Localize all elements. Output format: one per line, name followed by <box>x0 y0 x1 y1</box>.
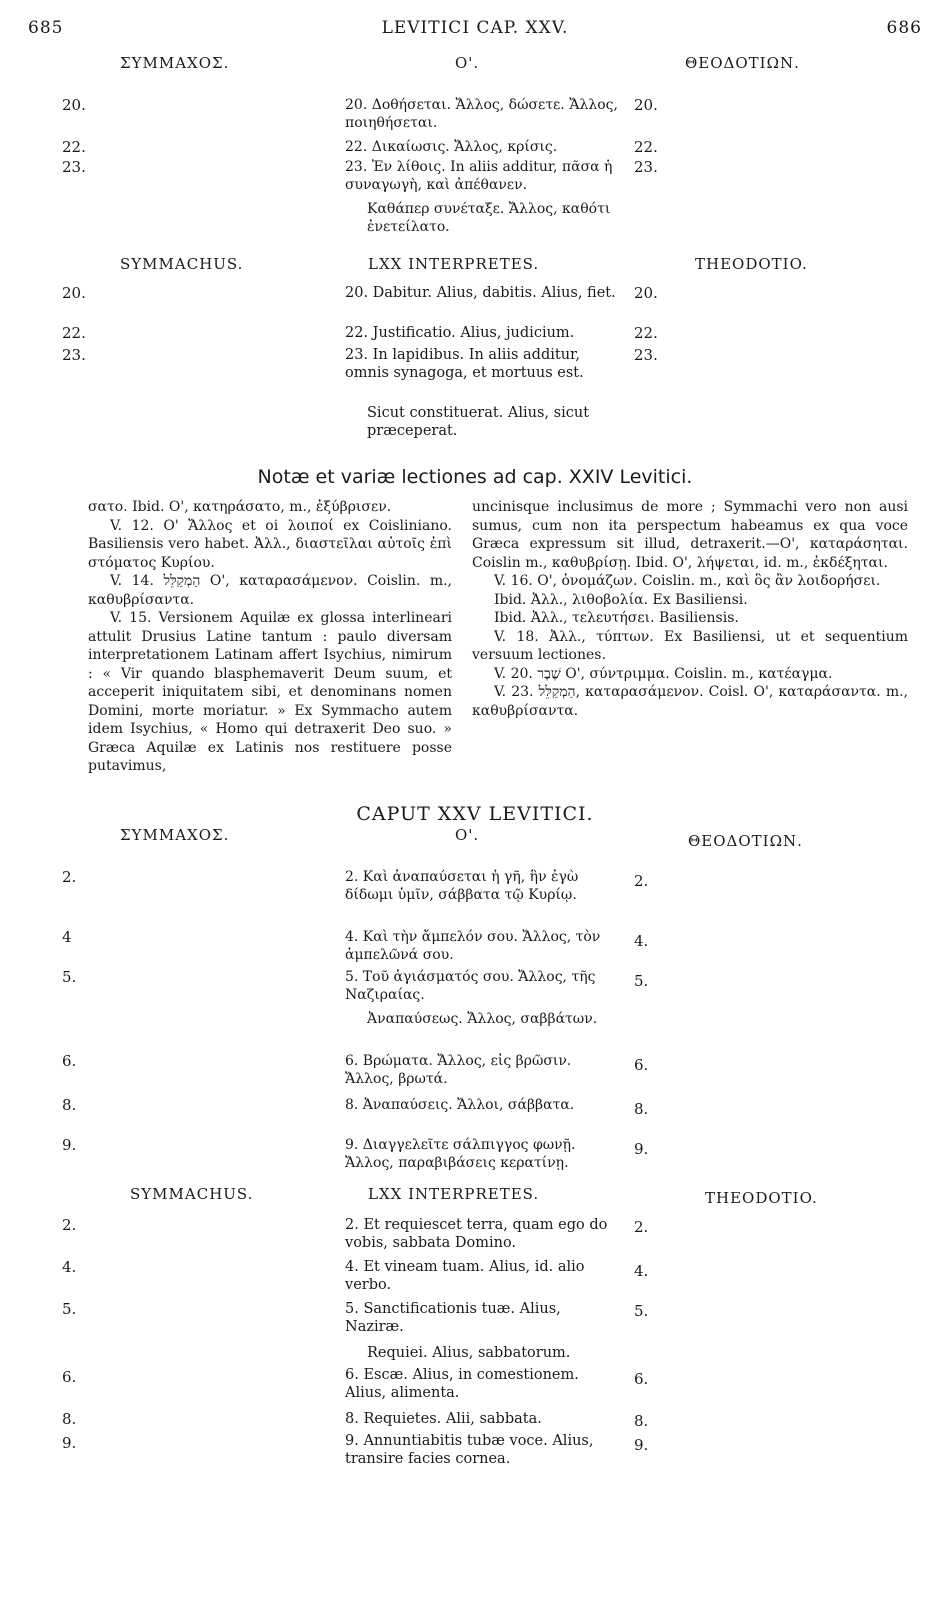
note-paragraph: Ibid. Ἀλλ., λιθοβολία. Ex Basiliensi. <box>494 591 748 608</box>
verse-number: 4 <box>62 928 72 946</box>
verse-number: 4. <box>634 1262 649 1280</box>
note-paragraph: V. 23. הַמְקַלֵּל, καταρασάμενον. Coisl. Ο', καταράσαντα. m., καθυβρίσαντα. <box>472 684 908 719</box>
verse-number: 5. <box>634 972 649 990</box>
verse-number: 8. <box>62 1096 77 1114</box>
lxx-entry: 9. Διαγγελεῖτε σάλπιγγος φωνῇ. Ἄλλος, παραβιβάσεις κερατίνῃ. <box>345 1137 576 1171</box>
col-head-lxx-greek: Ο'. <box>455 54 480 72</box>
lxx-entry: 22. Δικαίωσις. Ἄλλος, κρίσις. <box>345 139 558 155</box>
lxx-entry: 4. Καὶ τὴν ἄμπελόν σου. Ἄλλος, τὸν ἀμπελῶνά σου. <box>345 929 601 963</box>
lxx-entry: 5. Sanctificationis tuæ. Alius, Naziræ. <box>345 1301 561 1335</box>
verse-number: 8. <box>634 1100 649 1118</box>
note-paragraph: uncinisque inclusimus de more ; Symmachi vero non ausi sumus, cum non ita perspectum habeamus ex qua voce Græca expressum sit illud, detraxerit.—Ο', καταράσηται. Coislin m., καθυβρίσῃ. Ibid. Ο', λήψεται, id. m., ἐκδέξηται. <box>472 499 908 571</box>
verse-number: 6. <box>634 1056 649 1074</box>
note-paragraph: σατο. Ibid. Ο', κατηράσατο, m., ἐξύβρισεν. <box>88 499 392 515</box>
verse-number: 8. <box>62 1410 77 1428</box>
col-head-theodotion-greek: ΘΕΟΔΟΤΙΩΝ. <box>685 54 800 72</box>
verse-number: 5. <box>634 1302 649 1320</box>
note-paragraph: V. 14. הַמְקַלֵּל Ο', καταρασάμενον. Coislin. m., καθυβρίσαντα. <box>88 573 453 608</box>
verse-number: 20. <box>634 96 658 114</box>
verse-number: 20. <box>62 284 86 302</box>
verse-number: 9. <box>62 1136 77 1154</box>
lxx-entry: Καθάπερ συνέταξε. Ἄλλος, καθότι ἐνετείλατο. <box>367 201 611 235</box>
verse-number: 4. <box>634 932 649 950</box>
notes-right-column <box>472 498 908 720</box>
lxx-entry: 5. Τοῦ ἁγιάσματός σου. Ἄλλος, τῆς Ναζιραίας. <box>345 969 596 1003</box>
verse-number: 9. <box>62 1434 77 1452</box>
lxx-entry: 8. Requietes. Alii, sabbata. <box>345 1411 542 1427</box>
note-paragraph: Ibid. Ἀλλ., τελευτήσει. Basiliensis. <box>494 610 739 626</box>
verse-number: 9. <box>634 1140 649 1158</box>
col-head-lxx-greek: Ο'. <box>455 826 480 844</box>
lxx-entry: 2. Et requiescet terra, quam ego do vobis, sabbata Domino. <box>345 1217 608 1251</box>
col-head-theodotion-latin: THEODOTIO. <box>695 255 808 273</box>
verse-number: 2. <box>62 868 77 886</box>
page-number-left: 685 <box>28 18 64 38</box>
lxx-entry: 4. Et vineam tuam. Alius, id. alio verbo. <box>345 1259 585 1293</box>
col-head-symmachus-latin: SYMMACHUS. <box>130 1185 254 1203</box>
lxx-entry: 23. Ἐν λίθοις. In aliis additur, πᾶσα ἡ συναγωγὴ, καὶ ἀπέθανεν. <box>345 159 613 193</box>
lxx-entry: 20. Dabitur. Alius, dabitis. Alius, fiet. <box>345 285 616 301</box>
verse-number: 23. <box>62 346 86 364</box>
running-head <box>28 18 922 44</box>
caput-title: CAPUT XXV LEVITICI. <box>356 803 594 825</box>
verse-number: 22. <box>634 138 658 156</box>
note-paragraph: V. 16. Ο', ὀνομάζων. Coislin. m., καὶ ὃς ἂν λοιδορήσει. <box>494 573 881 589</box>
col-head-symmachus-greek: ΣΥΜΜΑΧΟΣ. <box>120 826 230 844</box>
running-title: LEVITICI CAP. XXV. <box>381 18 569 38</box>
verse-number: 22. <box>634 324 658 342</box>
verse-number: 9. <box>634 1436 649 1454</box>
lxx-entry: 20. Δοθήσεται. Ἄλλος, δώσετε. Ἄλλος, ποιηθήσεται. <box>345 97 618 131</box>
verse-number: 6. <box>634 1370 649 1388</box>
notes-title: Notæ et variæ lectiones ad cap. XXIV Levitici. <box>257 466 693 488</box>
col-head-lxx-latin: LXX INTERPRETES. <box>368 255 540 273</box>
col-head-theodotion-greek: ΘΕΟΔΟΤΙΩΝ. <box>688 832 803 850</box>
note-paragraph: V. 12. Ο' Ἄλλος et oi λοιποί ex Coisliniano. Basiliensis vero habet. Ἀλλ., διαστεῖλαι αὐτοῖς ἐπὶ στόματος Κυρίου. <box>88 517 452 571</box>
lxx-entry: 22. Justificatio. Alius, judicium. <box>345 325 575 341</box>
verse-number: 6. <box>62 1368 77 1386</box>
notes-left-column <box>88 498 452 776</box>
col-head-symmachus-greek: ΣΥΜΜΑΧΟΣ. <box>120 54 230 72</box>
verse-number: 2. <box>62 1216 77 1234</box>
verse-number: 8. <box>634 1412 649 1430</box>
verse-number: 23. <box>62 158 86 176</box>
lxx-entry: 23. In lapidibus. In aliis additur, omnis synagoga, et mortuus est. <box>345 347 584 381</box>
verse-number: 23. <box>634 158 658 176</box>
lxx-entry: 9. Annuntiabitis tubæ voce. Alius, transire facies cornea. <box>345 1433 594 1467</box>
verse-number: 22. <box>62 138 86 156</box>
col-head-theodotion-latin: THEODOTIO. <box>705 1189 818 1207</box>
note-paragraph: V. 18. Ἀλλ., τύπτων. Ex Basiliensi, ut et sequentium versuum lectiones. <box>472 628 908 663</box>
verse-number: 5. <box>62 968 77 986</box>
note-paragraph: V. 15. Versionem Aquilæ ex glossa interlineari attulit Drusius Latine tantum : paulo diversam interpretationem Latinam affert Isychius, nimirum : « Vir quando blasphemaverit Deum suum, et acceperit iniquitatem sibi, et denominans nomen Domini, morte moriatur. » Ex Symmacho autem idem Isychius, « Homo qui detraxerit Deo suo. » Græca Aquilæ ex Latinis nos restituere posse putavimus, <box>88 610 452 774</box>
verse-number: 23. <box>634 346 658 364</box>
lxx-entry: 2. Καὶ ἀναπαύσεται ἡ γῆ, ἣν ἐγὼ δίδωμι ὑμῖν, σάββατα τῷ Κυρίῳ. <box>345 869 579 903</box>
verse-number: 2. <box>634 872 649 890</box>
col-head-symmachus-latin: SYMMACHUS. <box>120 255 244 273</box>
lxx-entry: Ἀναπαύσεως. Ἄλλος, σαββάτων. <box>367 1011 598 1027</box>
col-head-lxx-latin: LXX INTERPRETES. <box>368 1185 540 1203</box>
page-number-right: 686 <box>886 18 922 38</box>
lxx-entry: Requiei. Alius, sabbatorum. <box>367 1345 571 1361</box>
verse-number: 6. <box>62 1052 77 1070</box>
note-paragraph: V. 20. שֶׁבֶר Ο', σύντριμμα. Coislin. m., κατέαγμα. <box>494 665 833 682</box>
verse-number: 5. <box>62 1300 77 1318</box>
verse-number: 4. <box>62 1258 77 1276</box>
lxx-entry: Sicut constituerat. Alius, sicut præceperat. <box>367 405 590 439</box>
verse-number: 20. <box>62 96 86 114</box>
lxx-entry: 8. Ἀναπαύσεις. Ἄλλοι, σάββατα. <box>345 1097 575 1113</box>
verse-number: 2. <box>634 1218 649 1236</box>
lxx-entry: 6. Escæ. Alius, in comestionem. Alius, alimenta. <box>345 1367 579 1401</box>
verse-number: 20. <box>634 284 658 302</box>
lxx-entry: 6. Βρώματα. Ἄλλος, εἰς βρῶσιν. Ἄλλος, βρωτά. <box>345 1053 572 1087</box>
verse-number: 22. <box>62 324 86 342</box>
